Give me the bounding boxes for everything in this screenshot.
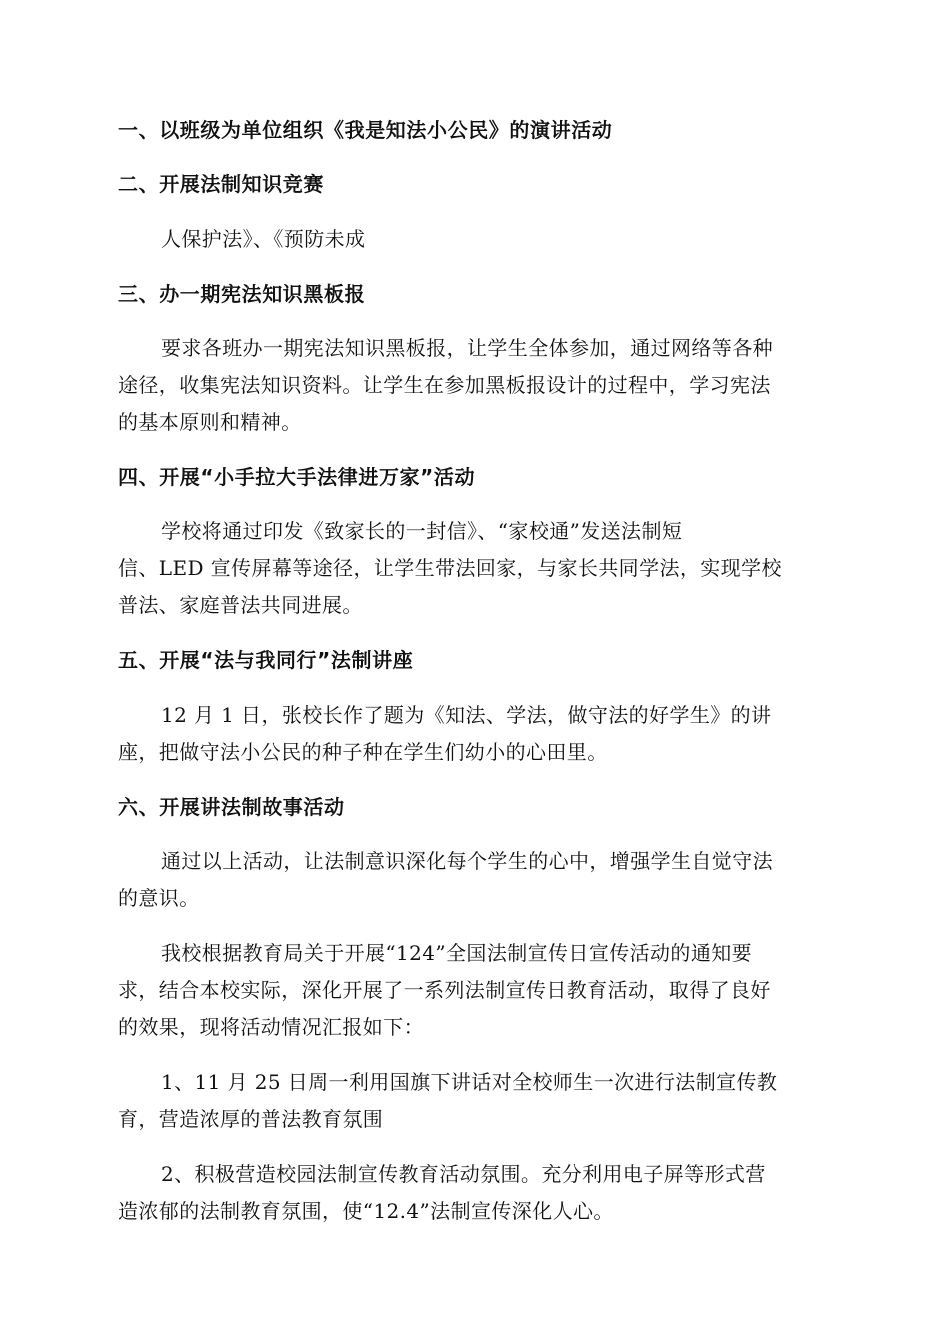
- section-heading-6: 六、开展讲法制故事活动: [118, 795, 345, 819]
- section-heading-5: 五、开展“法与我同行”法制讲座: [118, 648, 414, 672]
- paragraph-line: 学校将通过印发《致家长的一封信》、“家校通”发送法制短: [161, 519, 683, 543]
- paragraph-line: 途径，收集宪法知识资料。让学生在参加黑板报设计的过程中，学习宪法: [118, 373, 771, 397]
- paragraph-line: 12 月 1 日，张校长作了题为《知法、学法，做守法的好学生》的讲: [161, 703, 772, 727]
- paragraph-line: 的基本原则和精神。: [118, 410, 302, 434]
- paragraph-line: 1、11 月 25 日周一利用国旗下讲话对全校师生一次进行法制宣传教: [161, 1070, 778, 1094]
- section-heading-3: 三、办一期宪法知识黑板报: [118, 282, 366, 306]
- section-heading-1: 一、以班级为单位组织《我是知法小公民》的演讲活动: [118, 118, 613, 142]
- paragraph-line: 要求各班办一期宪法知识黑板报，让学生全体参加，通过网络等各种: [161, 336, 773, 360]
- paragraph-line: 信、LED 宣传屏幕等途径，让学生带法回家，与家长共同学法，实现学校: [118, 556, 782, 580]
- section-heading-2: 二、开展法制知识竞赛: [118, 172, 324, 196]
- paragraph-line: 人保护法》、《预防未成: [161, 227, 366, 251]
- paragraph-line: 2、积极营造校园法制宣传教育活动氛围。充分利用电子屏等形式营: [161, 1162, 766, 1186]
- section-heading-4: 四、开展“小手拉大手法律进万家”活动: [118, 465, 476, 489]
- paragraph-line: 造浓郁的法制教育氛围，使“12.4”法制宣传深化人心。: [118, 1199, 614, 1223]
- paragraph-line: 座，把做守法小公民的种子种在学生们幼小的心田里。: [118, 740, 608, 764]
- paragraph-line: 育，营造浓厚的普法教育氛围: [118, 1107, 384, 1131]
- paragraph-line: 的意识。: [118, 886, 200, 910]
- paragraph-line: 普法、家庭普法共同进展。: [118, 593, 363, 617]
- paragraph-line: 的效果，现将活动情况汇报如下：: [118, 1015, 424, 1039]
- paragraph-line: 通过以上活动，让法制意识深化每个学生的心中，增强学生自觉守法: [161, 849, 773, 873]
- paragraph-line: 我校根据教育局关于开展“124”全国法制宣传日宣传活动的通知要: [161, 941, 753, 965]
- paragraph-line: 求，结合本校实际，深化开展了一系列法制宣传日教育活动，取得了良好: [118, 978, 771, 1002]
